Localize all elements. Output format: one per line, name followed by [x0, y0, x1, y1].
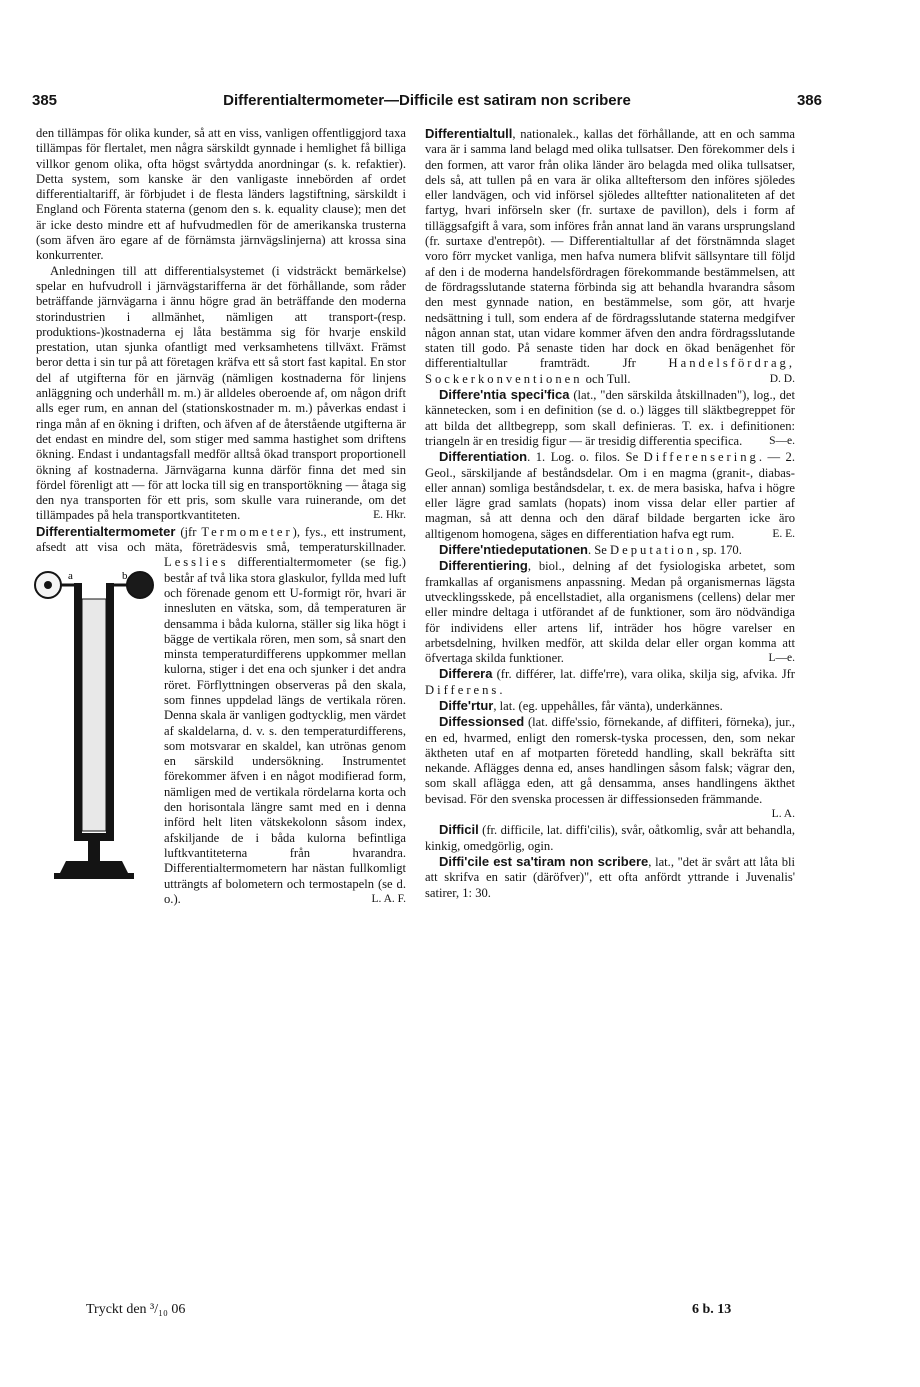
- author-signature: L. A.: [771, 808, 795, 821]
- right-vertical-tube: [106, 583, 114, 838]
- bulb-a-highlight: [44, 581, 52, 589]
- author-signature: S—e.: [769, 434, 795, 447]
- entry-headword: Differentialtermometer: [36, 523, 176, 539]
- page-number-left: 385: [32, 92, 58, 109]
- entry-headword: Diffe'rtur: [439, 697, 494, 713]
- author-signature: D. D.: [769, 372, 795, 385]
- running-title: Differentialtermometer—Difficile est satiram non scribere: [223, 92, 631, 109]
- entry-headword: Differe'ntiedeputationen: [439, 542, 588, 558]
- author-signature: E. E.: [772, 527, 795, 540]
- stand-stem: [88, 841, 100, 861]
- entry-differentialtermometer: Differentialtermometer (jfr Termometer), fys., ett instrument, afsedt att visa och mäta, företrädesvis små, temperaturskillnader. a b Lesslies differentialtermometer (se fig.) består af två lika stora glaskulor, fyllda med luft och förenade genom ett U-formigt rör, hvari är innesluten en vätska, som, då temperaturen är densamma i båda kulorna, ställer sig lika högt i bägge de vertikala rören, men som, så snart den minsta temperaturdifferens uppkommer mellan kulorna, stiger i det ena och sjunker i det andra röret. Förflyttningen observeras på den skala, som finnes uppdelad längs de vertikala rören. Denna skala är vanligen godtycklig, men värdet af skaldelarna, d. v. s. den temperaturdifferens, som motsvarar en skaldel, kan utrönas genom en särskild undersökning. Instrumentet förekommer äfven i en något modifierad form, nämligen med de vertikala rördelarna korta och den horisontala längre samt med en i denna införd helt liten vätskekolonn såsom index, afskiljande de i båda kulorna befintliga luftkvantiteterna från hvarandra. Differentialtermometern har nästan fullkomligt utträngts af bolometern och termostapeln (se d. o.). L. A. F.: [36, 524, 406, 907]
- paragraph: Anledningen till att differentialsystemet (i vidsträckt bemärkelse) spelar en hufvudroll i järnvägstarifferna är det förhållande, som råder beträffande järnvägarna i ännu högre grad än beträffande den moderna storindustrien i allmänhet, nämligen att transport-(resp. produktions-)kostnaderna ej låta bestämma sig för hvarje enskild prestation, utan sjunka ofantligt med verksamhetens tillväxt. Främst beror detta i sin tur på att företagen kräfva ett så stort fast kapital. En stor del af utgifterna för en järnväg (nämligen kostnaderna för linjens anläggning och underhåll m. m.) är alldeles oberoende af, om någon drift alls eger rum, en annan del (stationskostnader m. m.) påverkas endast i ringa mån af en ökning i driften, och äfven af de återstående utgifterna är det endast en mindre del, som stiger med samma hastighet som driftens ökning. Endast i undantagsfall medför alltså ökad transport proportionell ökning af kostnaderna. Järnvägarna kunna därför finna det med sin fördel förenligt att — för att locka till sig en transportökning — åtaga sig den nya transporten för ett pris, som skulle vara ruinerande, om det tillämpades på hela transportkvantiteten. E. Hkr.: [36, 263, 406, 523]
- entry-differentiering: Differentiering, biol., delning af det fysiologiska arbetet, som framkallas af organismens anpassning. Medan på organismernas lägsta utvecklingsskede, på encellstadiet, alla organismens (cellens) delar mer eller mindre deltaga i utförandet af de funktioner, som äro nödvändiga för individens eller artens lif, inträder hos högre varelser en arbetsdelning, hvilken medför, att skilda delar eller organ komma att öfvertaga skilda funktioner. L—e.: [425, 558, 795, 666]
- entry-headword: Differentiering: [439, 558, 528, 574]
- u-bend: [74, 833, 114, 841]
- author-signature: L—e.: [768, 652, 795, 665]
- entry-differentialtull: Differentialtull, nationalek., kallas det förhållande, att en och samma vara är i samma land belagd med olika tullsatser. Den förekommer dels i den formen, att varor från olika länder äro belagda med olika tullsatser, dels så, att tullen på en vara är olika allteftersom den införes sjöledes eller landvägen, och vid införsel sjöledes allteftter nationaliteten af det fartyg, hvari införseln sker (fr. surtaxe de pavillon), dels i form af tilläggsafgift å vara, som införes från annat land än varans ursprungsland (fr. surtaxe d'entrepôt). — Differentialtullar af det förstnämnda slaget voro förr mycket vanliga, men hafva numera blifvit sällsyntare till följd af den i de moderna handelsfördragen förekommande bestämmelsen, att de fördragsslutande staterna förbinda sig att behandla hvarandra såsom den mest gynnade nation, en bestämmelse, som gör, att hvarje nedsättning i tull, som endera af de fördragsslutande staterna medgifver någon annan stat, utan vidare kommer äfven den andra fördragsslutande staten till godo. På senaste tiden har dock en ökad benägenhet för differentialtullar framträdt. Jfr Handelsfördrag, Sockerkonventionen och Tull. D. D.: [425, 126, 795, 386]
- left-column: [36, 126, 406, 907]
- figure-label-a: a: [68, 570, 73, 583]
- entry-differentiation: Differentiation. 1. Log. o. filos. Se Differensering. — 2. Geol., särskiljande af beståndsdelar. Om i en magma (granit-, diabas- eller annan) somliga beståndsdelar, t. ex. de mera basiska, hafva i högre eller lägre grad samlats (hopats) inom vissa delar eller partier af magman, så att denna och den däraf bildade bergarten icke äro alltigenom homogena, säges en differentiation hafva egt rum. E. E.: [425, 449, 795, 541]
- entry-headword: Differe'ntia speci'fica: [439, 387, 570, 403]
- entry-differtur: Diffe'rtur, lat. (eg. uppehålles, får vänta), underkännes.: [439, 697, 723, 713]
- left-vertical-tube: [74, 583, 82, 838]
- entry-difficile-est-satiram: Diffi'cile est sa'tiram non scribere, lat., "det är svårt att låta bli att skrifva en satir (däröfver)", ett ofta anfördt yttrande i Juvenalis' satirer, 1: 30.: [425, 853, 795, 900]
- entry-difficil: Difficil (fr. difficile, lat. diffi'cilis), svår, oåtkomlig, svår att behandla, kinkig, omedgörlig, ogin.: [425, 822, 795, 853]
- paragraph: den tillämpas för olika kunder, så att en viss, vanligen offentliggjord taxa tillämpas för flertalet, men några särskildt gynnade i hemlighet få billiga villkor genom olika, ofta högst svårtydda anordningar (s. k. refaktier). Detta system, som kanske är den vanligaste innebörden af ordet differentialtariff, är förbjudet i de flesta länders lagstiftning, särskildt i England och Förenta staterna (genom den s. k. equality clause); men det är icke desto mindre ett af hufvudmedlen för de amerikanska trusterna (som äfven äro egare af de förnämsta järnvägslinjerna) att krossa sina konkurrenter.: [36, 126, 406, 263]
- entry-headword: Diffessionsed: [439, 714, 525, 730]
- entry-headword: Differentialtull: [425, 126, 513, 141]
- author-signature: L. A. F.: [371, 892, 406, 905]
- sheet-signature: 6 b. 13: [692, 1302, 732, 1317]
- scale-plate: [82, 599, 106, 831]
- page-header: [32, 88, 822, 116]
- figure-label-b: b: [122, 570, 128, 583]
- thermometer-figure: [26, 559, 156, 889]
- entry-differentiedeputationen: Differe'ntiedeputationen. Se Deputation, sp. 170.: [439, 542, 742, 558]
- entry-headword: Diffi'cile est sa'tiram non scribere: [439, 853, 649, 869]
- entry-headword: Difficil: [439, 822, 479, 838]
- page-number-right: 386: [796, 92, 822, 109]
- right-column: [425, 126, 795, 901]
- entry-headword: Differera: [439, 666, 493, 682]
- print-note: Tryckt den ³/₁₀ 06: [86, 1302, 186, 1317]
- entry-diffessionsed: Diffessionsed (lat. diffe'ssio, förnekande, af diffiteri, förneka), jur., en ed, hvarmed, enligt den romersk-tyska processen, den, som nekar äktheten utaf en af motparten företedd handling, skall bekräfta sitt nekande. Aflägges denna ed, anses handlingen såsom falsk; vägrar den, som skall aflägga eden, att gå densamma, anses handlingens äkthet bevisad. För den svenska processen är diffessionseden främmande. L. A.: [425, 714, 795, 807]
- glass-bulb-b: [127, 572, 153, 598]
- author-signature: E. Hkr.: [373, 509, 406, 522]
- entry-headword: Differentiation: [439, 449, 528, 465]
- stand-foot: [54, 873, 134, 879]
- entry-differentia-specifica: Differe'ntia speci'fica (lat., "den särskilda åtskillnaden"), log., det kännetecken, som i en definition (se d. o.) lägges till släktbegreppet för att bilda det alltbegrepp, som skall definieras. T. ex. i definitionen: triangeln är en tresidig figur — är tresidig differentia specifica. S—e.: [425, 387, 796, 448]
- entry-differera: Differera (fr. différer, lat. diffe'rre), vara olika, skilja sig, afvika. Jfr Differens.: [425, 666, 795, 697]
- stand-base: [60, 861, 128, 873]
